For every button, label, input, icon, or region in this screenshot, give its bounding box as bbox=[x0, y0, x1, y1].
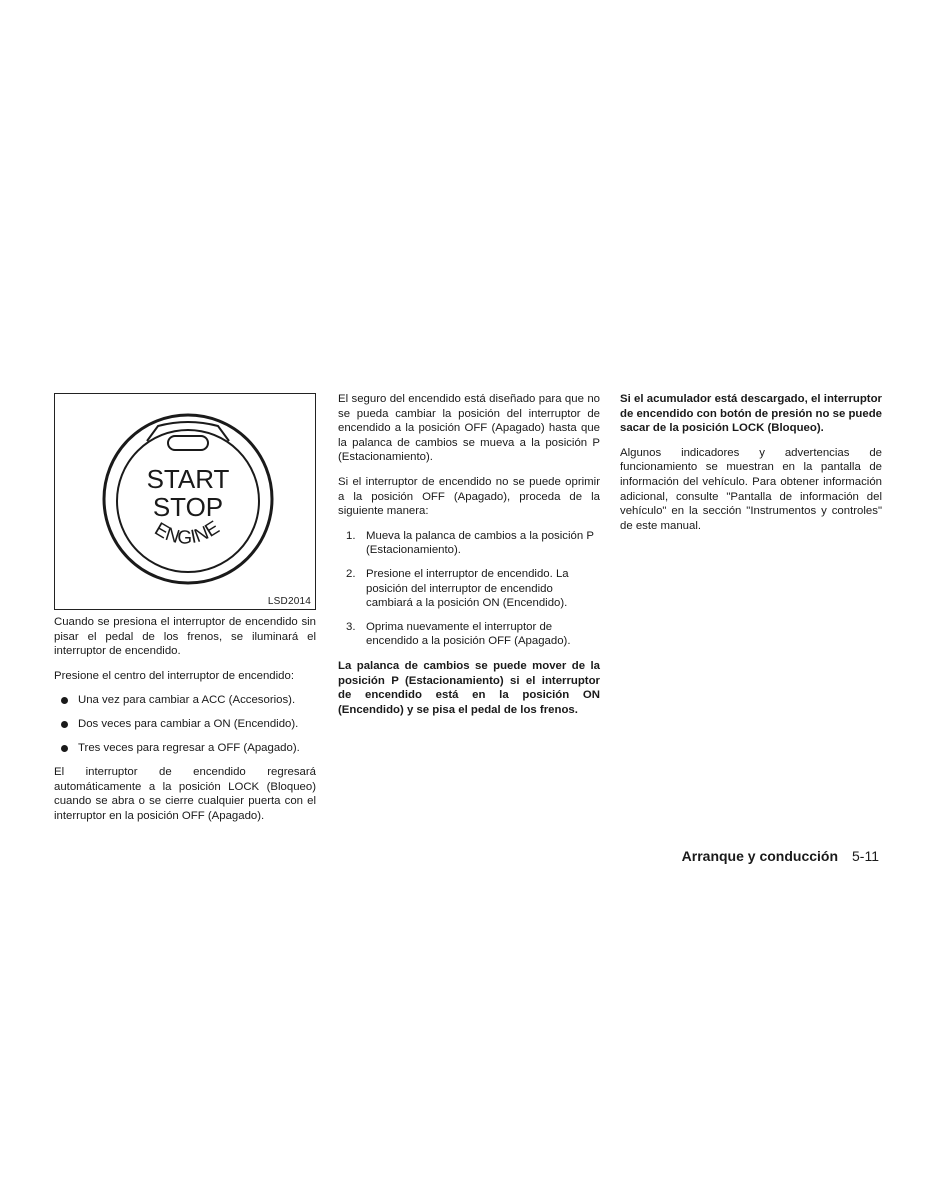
button-label-engine: ENGINE bbox=[150, 517, 224, 549]
list-item: Tres veces para regresar a OFF (Apagado). bbox=[54, 741, 316, 756]
list-item: 2. Presione el interruptor de encendido. La posición del interruptor de encendido cambiará a la posición ON (Encendido). bbox=[346, 567, 569, 610]
list-item: 1. Mueva la palanca de cambios a la posición P (Estacionamiento). bbox=[346, 529, 594, 557]
list-item: 3. Oprima nuevamente el interruptor de encendido a la posición OFF (Apagado). bbox=[346, 620, 571, 648]
bullet-icon bbox=[61, 745, 68, 752]
figure-start-stop-button bbox=[54, 393, 316, 610]
paragraph: Algunos indicadores y advertencias de funcionamiento se muestran en la pantalla de información del vehículo. Para obtener información adicional, consulte "Pantalla de información del vehículo" en la sección "Instrumentos y controles" de este manual. bbox=[620, 446, 882, 532]
indicator-lamp bbox=[168, 436, 208, 450]
note-paragraph: La palanca de cambios se puede mover de la posición P (Estacionamiento) si el interruptor de encendido está en la posición ON (Encendido) y se pisa el pedal de los frenos. bbox=[338, 659, 600, 716]
bullet-icon bbox=[61, 721, 68, 728]
button-label-start: START bbox=[146, 464, 230, 494]
list-item: Dos veces para cambiar a ON (Encendido). bbox=[54, 717, 316, 732]
bold-heading: Si el acumulador está descargado, el interruptor de encendido con botón de presión no se puede sacar de la posición LOCK (Bloqueo). bbox=[620, 393, 883, 435]
column-right bbox=[620, 392, 882, 543]
list-item: Una vez para cambiar a ACC (Accesorios). bbox=[54, 693, 316, 708]
paragraph: Cuando se presiona el interruptor de encendido sin pisar el pedal de los frenos, se iluminará el interruptor de encendido. bbox=[54, 616, 316, 658]
paragraph: El interruptor de encendido regresará automáticamente a la posición LOCK (Bloqueo) cuando se abra o se cierre cualquier puerta con el interruptor en la posición OFF (Apagado). bbox=[54, 766, 316, 822]
paragraph: El seguro del encendido está diseñado para que no se pueda cambiar la posición del interruptor de encendido a la posición OFF (Apagado) hasta que la palanca de cambios se mueva a la posición P (Estacionamiento). bbox=[338, 393, 600, 464]
push-start-button-icon bbox=[55, 394, 317, 611]
column-middle bbox=[338, 392, 600, 727]
column-left bbox=[54, 615, 316, 834]
bullet-icon bbox=[61, 697, 68, 704]
paragraph: Presione el centro del interruptor de encendido: bbox=[54, 669, 294, 682]
page-footer bbox=[682, 848, 879, 864]
numbered-list bbox=[338, 529, 600, 649]
page-number: 5-11 bbox=[852, 848, 879, 864]
button-label-stop: STOP bbox=[152, 492, 224, 522]
paragraph: Si el interruptor de encendido no se puede oprimir a la posición OFF (Apagado), proceda de la siguiente manera: bbox=[338, 475, 600, 518]
section-title: Arranque y conducción bbox=[681, 848, 839, 864]
bullet-list bbox=[54, 693, 316, 755]
figure-code: LSD2014 bbox=[267, 596, 311, 607]
